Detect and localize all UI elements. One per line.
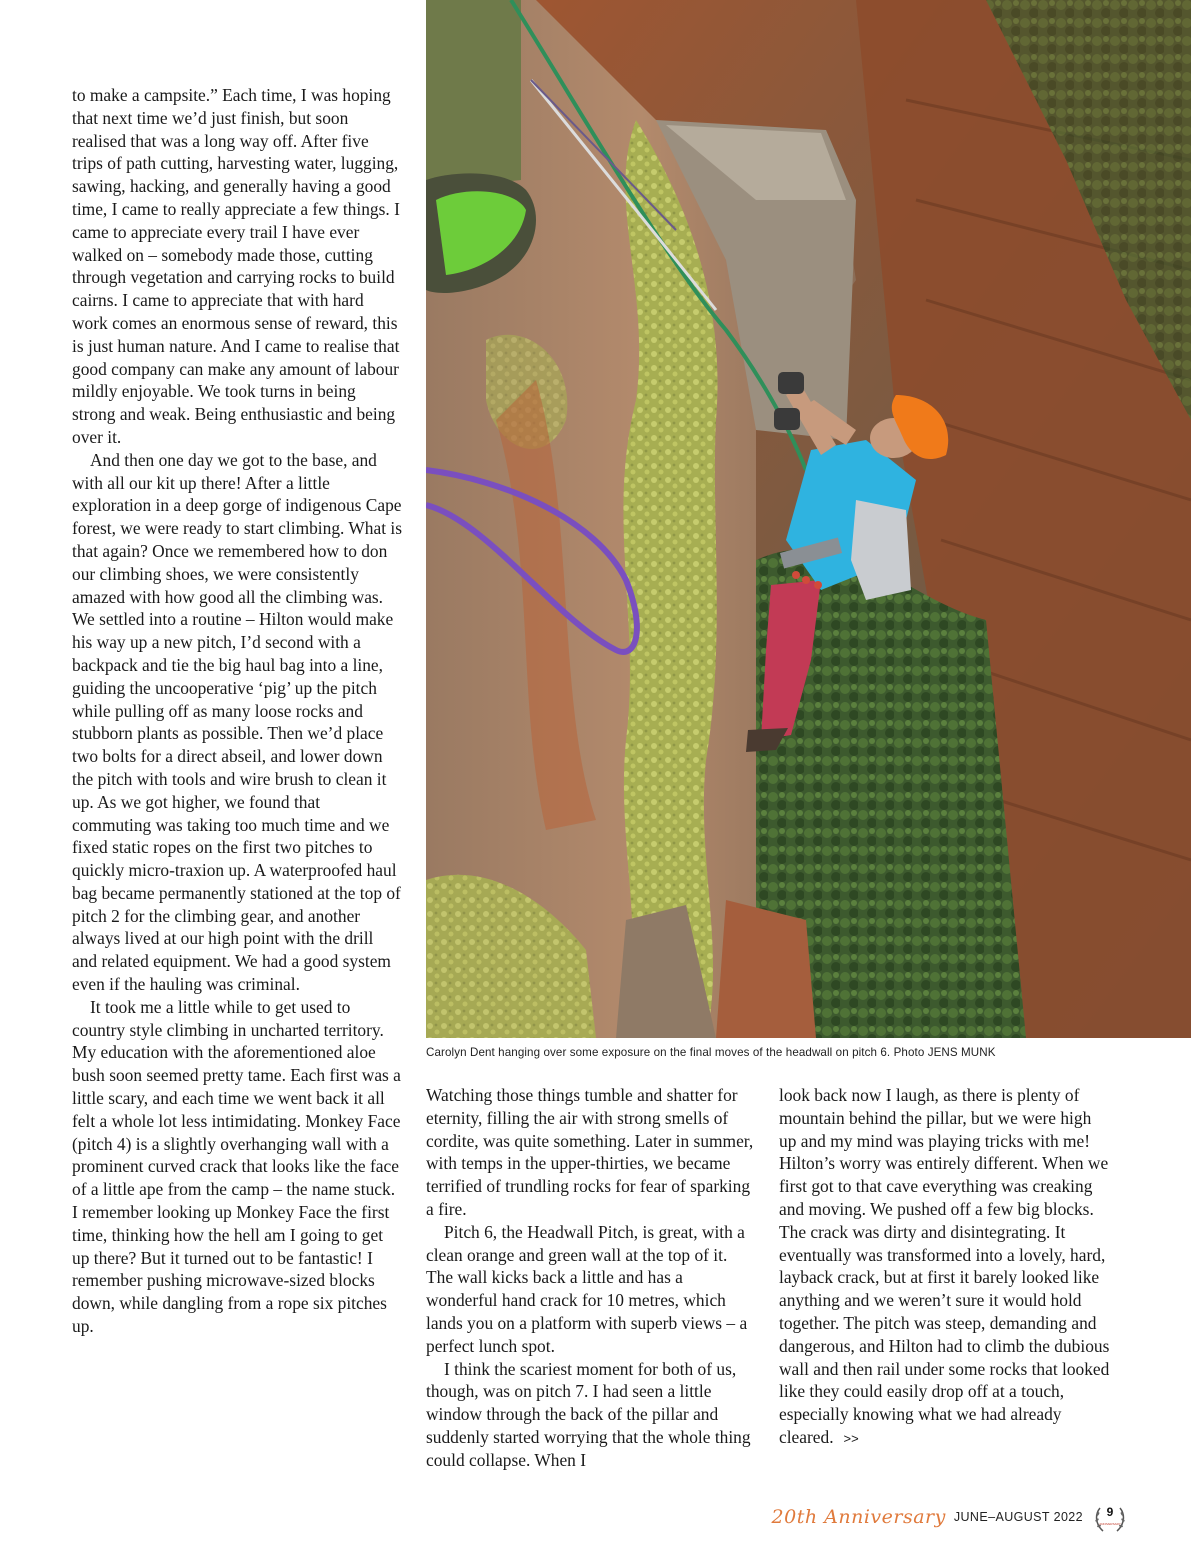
text-column-left (72, 84, 402, 1338)
paragraph: Watching those things tumble and shatter for eternity, filling the air with strong smells of cordite, was quite something. Later in summer, with temps in the upper-thirties, we became terrified of trundling rocks for fear of sparking a fire. (426, 1085, 754, 1219)
page-number: 9 (1106, 1505, 1114, 1519)
issue-date: JUNE–AUGUST 2022 (953, 1510, 1083, 1524)
text-column-right (779, 1084, 1111, 1451)
page-footer (772, 1497, 1129, 1537)
svg-text:ANNIVERSARY: ANNIVERSARY (1099, 1522, 1121, 1526)
paragraph: Pitch 6, the Headwall Pitch, is great, with a clean orange and green wall at the top of it. The wall kicks back a little and has a wonderful hand crack for 10 metres, which lands you on a platform with superb views – a perfect lunch spot. (426, 1221, 748, 1356)
climbing-photo-illustration (426, 0, 1191, 1038)
anniversary-logo: 20th Anniversary (771, 1506, 946, 1528)
continue-arrow: >> (843, 1430, 859, 1446)
paragraph: to make a campsite.” Each time, I was hoping that next time we’d just finish, but soon realised that was a long way off. After five trips of path cutting, harvesting water, lugging, sawing, hacking, and generally having a good time, I came to really appreciate a few things. I came to appreciate every trail I have ever walked on – somebody made those, cutting through vegetation and carrying rocks to build cairns. I came to appreciate that with hard work comes an enormous sense of reward, this is just human nature. And I came to realise that good company can make any amount of labour mildly enjoyable. We took turns in being strong and weak. Being enthusiastic and being over it. (72, 85, 400, 447)
paragraph: I think the scariest moment for both of us, though, was on pitch 7. I had seen a little window through the back of the pillar and suddenly started worrying that the whole thing could collapse. When I (426, 1358, 751, 1470)
paragraph: And then one day we got to the base, and with all our kit up there! After a little exploration in a deep gorge of indigenous Cape forest, we were ready to start climbing. What is that again? Once we remembered how to don our climbing shoes, we were consistently amazed with how good all the climbing was. We settled into a routine – Hilton would make his way up a new pitch, I’d second with a backpack and tie the big haul bag into a line, guiding the uncooperative ‘pig’ up the pitch while pulling off as many loose rocks and stubborn plants as possible. Then we’d place two bolts for a direct abseil, and lower down the pitch with tools and wire brush to clean it up. As we got higher, we found that commuting was taking too much time and we fixed static ropes on the first two pitches to quickly micro-traxion up. A waterproofed haul bag became permanently stationed at the top of pitch 2 for the climbing gear, and another always lived at our high point with the drill and related equipment. We had a good system even if the hauling was criminal. (72, 449, 402, 995)
page-number-badge (1091, 1498, 1129, 1536)
climbing-photo (426, 0, 1191, 1038)
paragraph-text: look back now I laugh, as there is plenty of mountain behind the pillar, but we were high up and my mind was playing tricks with me! Hilton’s worry was entirely different. When we first got to that cave everything was creaking and moving. We pushed off a few big blocks. The crack was dirty and disintegrating. It eventually was transformed into a lovely, hard, layback crack, but at first it barely looked like anything and we weren’t sure it would hold together. The pitch was steep, demanding and dangerous, and Hilton had to climb the dubious wall and then rail under some rocks that looked like they could easily drop off at a touch, especially knowing what we had already cleared. (779, 1085, 1110, 1447)
paragraph (779, 1084, 1111, 1451)
photo-caption: Carolyn Dent hanging over some exposure on the final moves of the headwall on pitch 6. Photo JENS MUNK (426, 1046, 996, 1059)
paragraph: It took me a little while to get used to country style climbing in uncharted territory. My education with the aforementioned aloe bush soon seemed pretty tame. Each first was a little scary, and each time we went back it all felt a whole lot less intimidating. Monkey Face (pitch 4) is a slightly overhanging wall with a prominent curved crack that looks like the face of a little ape from the camp – the name stuck. I remember looking up Monkey Face the first time, thinking how the hell am I going to get up there? But it turned out to be fantastic! I remember pushing microwave-sized blocks down, while dangling from a rope six pitches up. (72, 996, 401, 1337)
text-column-middle (426, 1084, 756, 1472)
